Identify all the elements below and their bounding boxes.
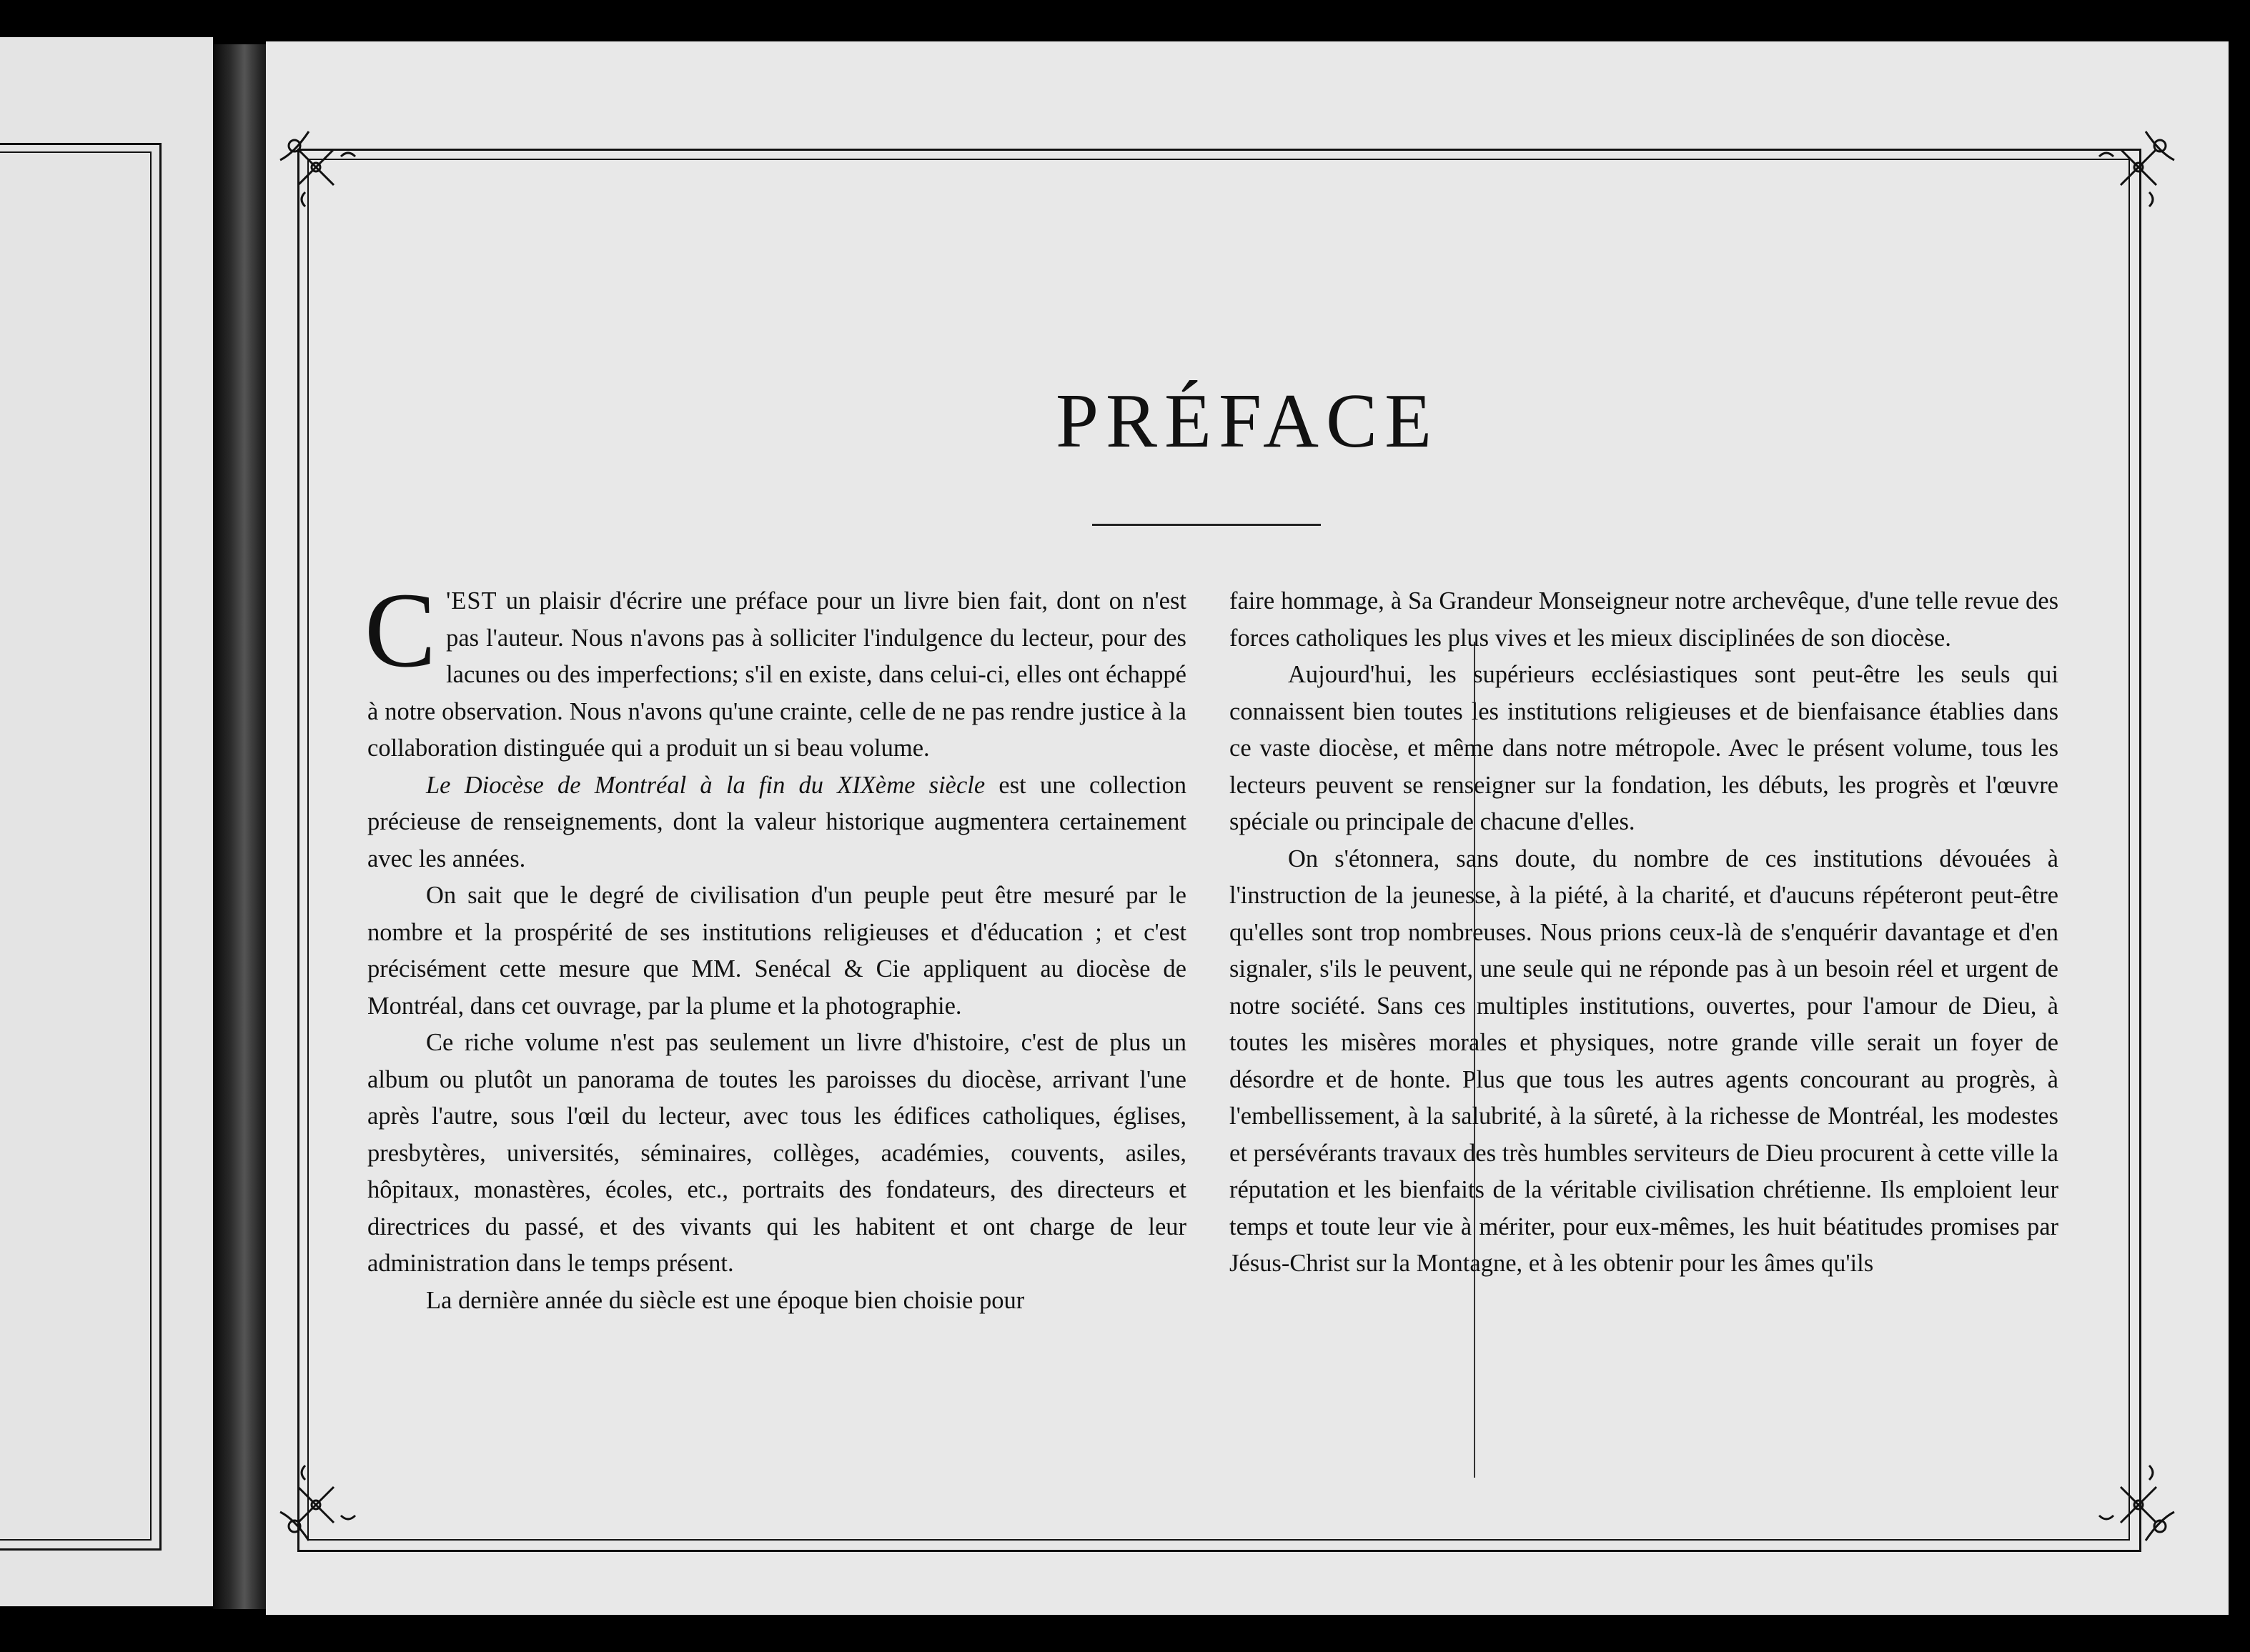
corner-ornament-icon (2081, 1448, 2189, 1555)
page-title: PRÉFACE (1055, 379, 1439, 464)
drop-cap: C (365, 571, 437, 690)
book-title: Le Diocèse de Montréal à la fin du XIXème siècle (426, 771, 986, 799)
paragraph-text: un plaisir d'écrire une préface pour un livre bien fait, dont on n'est pas l'auteur. Nous n'avons pas à solliciter l'indulgence du lecteur, pour des lacunes ou des imperfections; s'il en existe, dans celui-ci, elles ont échappé à notre observation. Nous n'avons qu'une crainte, celle de ne pas rendre justice à la collaboration distinguée qui a produit un si beau volume. (367, 587, 1186, 762)
paragraph: Ce riche volume n'est pas seulement un livre d'histoire, c'est de plus un album ou plutôt un panorama de toutes les paroisses du diocèse, arrivant l'une après l'autre, sous l'œil du lecteur, avec tous les édifices catholiques, églises, presbytères, universités, séminaires, collèges, académies, couvents, asiles, hôpitaux, monastères, écoles, etc., portraits des fondateurs, des directeurs et directrices du passé, et des vivants qui les habitent et ont charge de leur administration dans le temps présent. (367, 1029, 1186, 1277)
corner-ornament-icon (266, 1448, 373, 1555)
paragraph: La dernière année du siècle est une époque bien choisie pour (426, 1286, 1025, 1314)
paragraph: On sait que le degré de civilisation d'un peuple peut être mesuré par le nombre et la prospérité de ses institutions religieuses et d'éducation ; et c'est précisément cette mesure que MM. Senécal & Cie appliquent au diocèse de Montréal, dans cet ouvrage, par la plume et la photographie. (367, 882, 1186, 1020)
corner-ornament-icon (266, 117, 373, 224)
paragraph: Aujourd'hui, les supérieurs ecclésiastiques sont peut-être les seuls qui connaissent bien toutes les institutions religieuses et de bienfaisance établies dans ce vaste diocèse, et même dans notre métropole. Avec le présent volume, tous les lecteurs peuvent se renseigner sur la fondation, les débuts, les progrès et l'œuvre spéciale ou principale de chacune d'elles. (1229, 661, 2058, 835)
adjacent-page-frame-inner (0, 151, 152, 1541)
paragraph: On s'étonnera, sans doute, du nombre de ces institutions dévouées à l'instruction de la jeunesse, à la piété, à la charité, et d'aucuns répéteront peut-être qu'elles sont trop nombreuses. Nous prions ceux-là de s'enquérir davantage et d'en signaler, s'ils le peuvent, une seule qui ne réponde pas à un besoin réel et urgent de notre société. Sans ces multiples institutions, ouvertes, pour l'amour de Dieu, à toutes les misères morales et physiques, notre grande ville serait un foyer de désordre et de honte. Plus que tous les autres agents concourant au progrès, à l'embellissement, à la salubrité, à la sûreté, à la richesse de Montréal, les modestes et persévérants travaux des très humbles serviteurs de Dieu procurent à cette ville la réputation et les bienfaits de la véritable civilisation chrétienne. Ils emploient leur temps et toute leur vie à mériter, pour eux-mêmes, les huit béatitudes promises par Jésus-Christ sur la Montagne, et à les obtenir pour les âmes qu'ils (1229, 845, 2058, 1277)
title-rule (1092, 524, 1321, 526)
paragraph (365, 571, 1186, 767)
adjacent-page (0, 37, 213, 1606)
left-column (365, 571, 1187, 1319)
right-column (1229, 583, 2058, 1283)
paragraph (367, 767, 1186, 878)
first-word: 'EST (446, 587, 497, 614)
corner-ornament-icon (2081, 117, 2189, 224)
paragraph: faire hommage, à Sa Grandeur Monseigneur notre archevêque, d'une telle revue des forces catholiques les plus vives et les mieux disciplinées de son diocèse. (1229, 587, 2058, 652)
paragraph-text: est une collection précieuse de renseignements, dont la valeur historique augmentera certainement avec les années. (367, 771, 1187, 872)
book-spine-shadow (213, 44, 270, 1609)
